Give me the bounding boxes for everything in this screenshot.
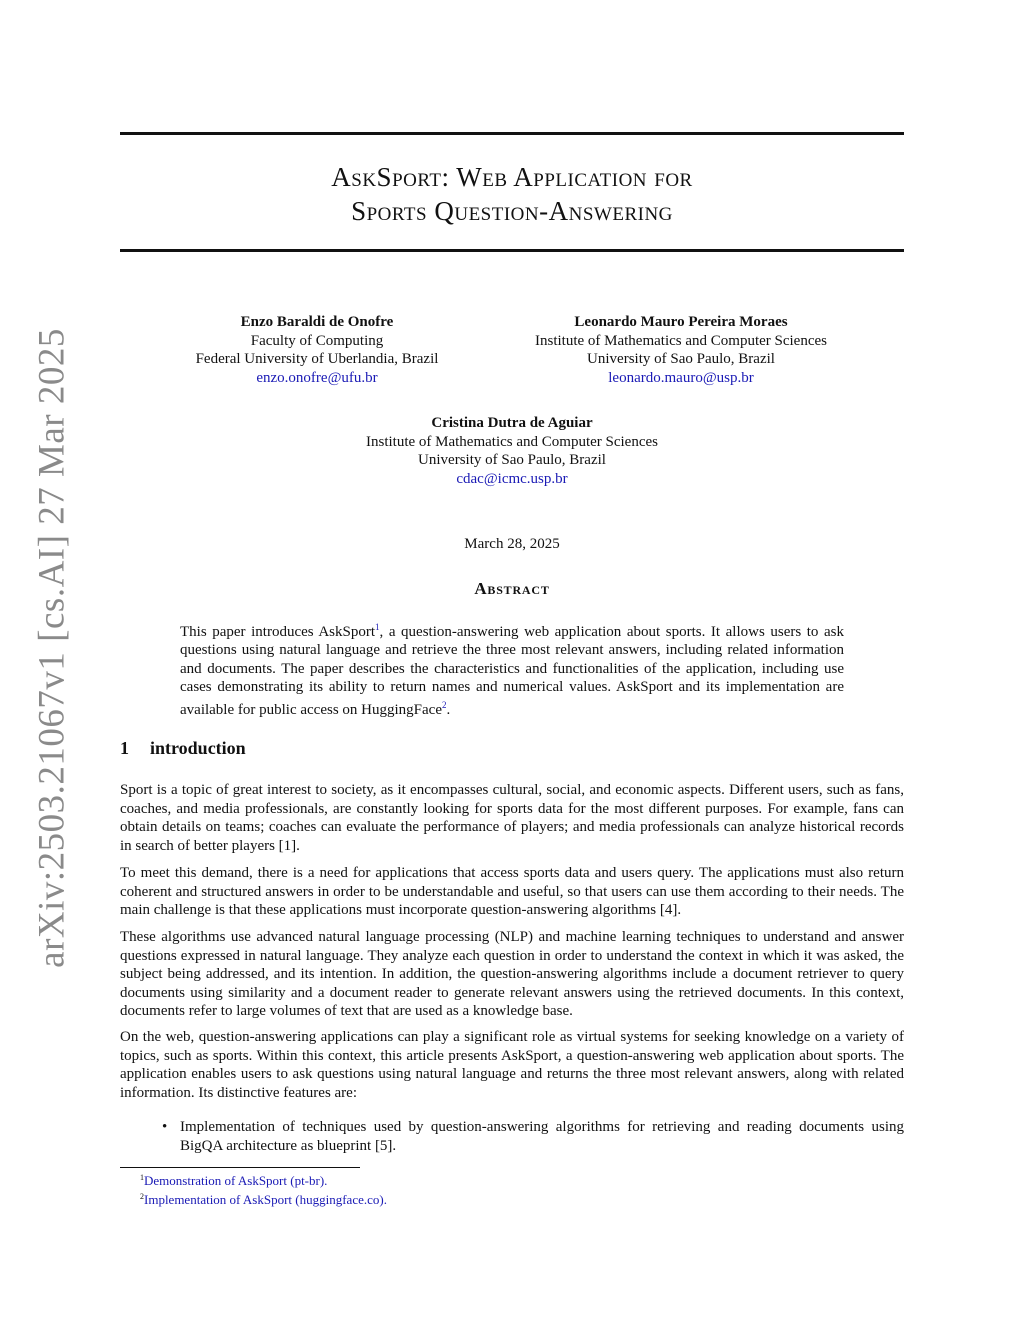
section-heading: [120, 738, 246, 759]
author-affiliation: University of Sao Paulo, Brazil: [587, 351, 775, 367]
section-title: introduction: [150, 738, 246, 758]
author-affiliation: Institute of Mathematics and Computer Sciences: [365, 433, 658, 450]
author-block-2: [500, 313, 862, 387]
author-affiliation: Federal University of Uberlandia, Brazil: [195, 351, 439, 367]
arxiv-identifier: arXiv:2503.21067v1 [cs.AI] 27 Mar 2025: [31, 328, 73, 968]
footnote-rule: [120, 1167, 360, 1168]
author-name: Leonardo Mauro Pereira Moraes: [574, 314, 788, 330]
footnote-ref-2[interactable]: 2: [442, 700, 447, 711]
abstract-part: , a question-answering web application about sports. It allows users to ask questions using natural language and retrieve the three most relevant answers, including related information and documents. The paper describes the characteristics and functionalities of the application, including use cases demonstrating its ability to return names and numerical values. AskSport and its implementation are available for public access on HuggingFace: [180, 624, 844, 719]
title-top-rule: [120, 132, 904, 135]
author-email-link[interactable]: leonardo.mauro@usp.br: [608, 369, 754, 386]
author-name: Enzo Baraldi de Onofre: [240, 314, 394, 330]
author-affiliation: Institute of Mathematics and Computer Sciences: [534, 332, 827, 349]
list-item-text: Implementation of techniques used by question-answering algorithms for retrieving and reading documents using BigQA architecture as blueprint [5].: [180, 1119, 904, 1154]
abstract-text: [180, 618, 844, 719]
footnote-text: Demonstration of AskSport (pt-br).: [144, 1173, 328, 1188]
abstract-part: .: [446, 702, 451, 719]
footnote-text: Implementation of AskSport (huggingface.co).: [144, 1192, 387, 1207]
paper-title-line-1: AskSport: Web Application for: [331, 162, 693, 192]
footnote-number: 2: [140, 1192, 144, 1201]
author-email-link[interactable]: cdac@icmc.usp.br: [456, 470, 568, 487]
body-paragraph: On the web, question-answering applications can play a significant role as virtual systems for seeking knowledge on a variety of topics, such as sports. Within this context, this article presents AskSport, a question-answering web application about sports. The application enables users to ask questions using natural language and returns the three most relevant answers, along with related information. Its distinctive features are:: [120, 1029, 904, 1101]
body-paragraph: Sport is a topic of great interest to society, as it encompasses cultural, social, and economic aspects. Different users, such as fans, coaches, and media professionals, are constantly looking for sports data for the most different purposes. For example, fans can obtain details on teams; coaches can evaluate the performance of players; and media professionals can analyze historical records in search of better players [1].: [120, 782, 904, 854]
footnote-number: 1: [140, 1173, 144, 1182]
list-item: [162, 1118, 904, 1155]
author-email-link[interactable]: enzo.onofre@ufu.br: [256, 369, 378, 386]
footnote-ref-1[interactable]: 1: [375, 622, 380, 632]
author-block-1: [160, 313, 474, 387]
author-affiliation: University of Sao Paulo, Brazil: [418, 452, 606, 468]
publication-date: March 28, 2025: [464, 536, 560, 552]
paper-title-line-2: Sports Question-Answering: [351, 196, 673, 226]
author-affiliation: Faculty of Computing: [250, 332, 384, 349]
section-number: 1: [120, 738, 129, 758]
body-paragraph: These algorithms use advanced natural language processing (NLP) and machine learning techniques to understand and answer questions expressed in natural language. They analyze each question in order to understand the context in which it was asked, the subject being addressed, and its intention. In addition, the question-answering algorithms include a document retriever to query documents using similarity and a document reader to generate relevant answers using the retrieved documents. In this context, documents refer to large volumes of text that are used as a knowledge base.: [120, 929, 904, 1019]
abstract-heading: Abstract: [474, 579, 550, 598]
title-bottom-rule: [120, 249, 904, 252]
footnote-2-link[interactable]: [140, 1192, 387, 1208]
footnote-1-link[interactable]: [140, 1173, 327, 1189]
body-paragraph: To meet this demand, there is a need for applications that access sports data and users query. The applications must also return coherent and structured answers in order to be understandable and useful, so that users can use them according to their needs. The main challenge is that these applications must incorporate question-answering algorithms [4].: [120, 865, 904, 918]
abstract-part: This paper introduces AskSport: [180, 624, 376, 640]
author-name: Cristina Dutra de Aguiar: [431, 415, 593, 431]
bullet-icon: •: [162, 1119, 168, 1135]
author-block-3: [300, 414, 724, 488]
